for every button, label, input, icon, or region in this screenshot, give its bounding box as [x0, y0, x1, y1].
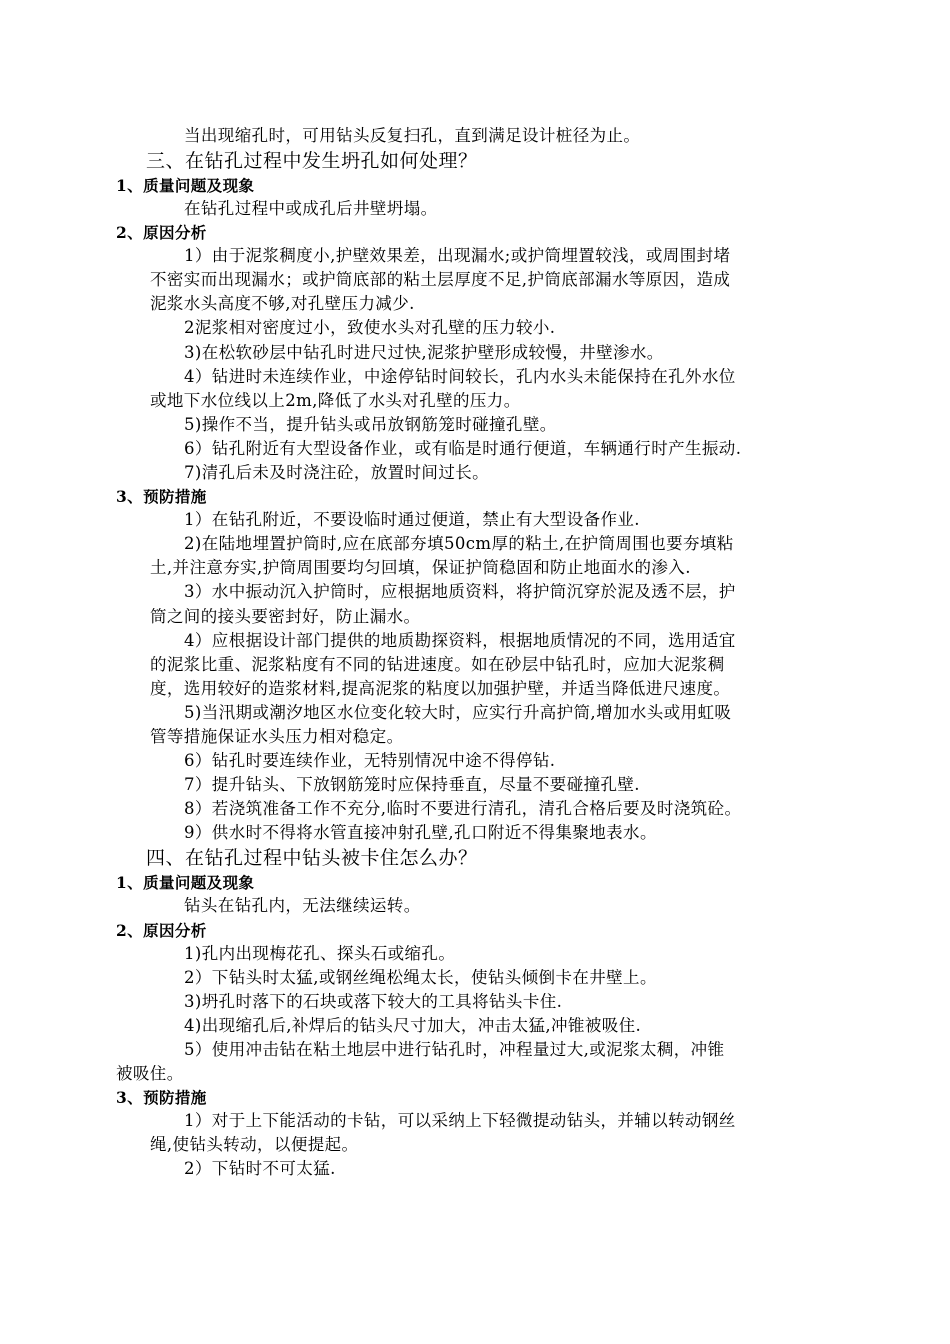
subsection-heading: 3、预防措施: [116, 1088, 207, 1108]
text-line: 2）下钻时不可太猛.: [184, 1159, 336, 1179]
text-line: 3)坍孔时落下的石块或落下较大的工具将钻头卡住.: [184, 991, 563, 1011]
text-line: 7)清孔后未及时浇注砼，放置时间过长。: [184, 463, 490, 483]
text-line: 7）提升钻头、下放钢筋笼时应保持垂直，尽量不要碰撞孔壁.: [184, 775, 640, 795]
text-line: 度，选用较好的造浆材料,提高泥浆的粘度以加强护壁，并适当降低进尺速度。: [150, 678, 731, 698]
subsection-heading: 2、原因分析: [116, 920, 207, 940]
text-line: 筒之间的接头要密封好，防止漏水。: [150, 606, 421, 626]
text-line: 在钻孔过程中或成孔后井壁坍塌。: [184, 199, 438, 219]
text-line: 6）钻孔附近有大型设备作业，或有临是时通行便道，车辆通行时产生振动.: [184, 438, 742, 458]
text-line: 3）水中振动沉入护筒时，应根据地质资料，将护筒沉穿於泥及透不层，护: [184, 582, 736, 602]
text-line: 6）钻孔时要连续作业，无特别情况中途不得停钻.: [184, 751, 556, 771]
subsection-heading: 3、预防措施: [116, 487, 207, 507]
section-heading: 三、在钻孔过程中发生坍孔如何处理？: [146, 150, 478, 173]
text-line: 4）钻进时未连续作业，中途停钻时间较长，孔内水头未能保持在孔外水位: [184, 366, 736, 386]
text-line: 8）若浇筑准备工作不充分,临时不要进行清孔，清孔合格后要及时浇筑砼。: [184, 799, 742, 819]
document-body: [116, 124, 810, 1181]
text-line: 1)孔内出现梅花孔、探头石或缩孔。: [184, 943, 456, 963]
text-line: 5）使用冲击钻在粘土地层中进行钻孔时，冲程量过大,或泥浆太稠，冲锥: [184, 1039, 725, 1059]
text-line: 1）对于上下能活动的卡钻，可以采纳上下轻微提动钻头，并辅以转动钢丝: [184, 1111, 736, 1131]
text-line: 5)操作不当，提升钻头或吊放钢筋笼时碰撞孔壁。: [184, 414, 557, 434]
text-line: 2泥浆相对密度过小，致使水头对孔壁的压力较小.: [184, 318, 556, 338]
text-line: 或地下水位线以上2m,降低了水头对孔壁的压力。: [150, 390, 521, 410]
text-line: 管等措施保证水头压力相对稳定。: [150, 726, 404, 746]
text-line: 9）供水时不得将水管直接冲射孔壁,孔口附近不得集聚地表水。: [184, 823, 657, 843]
text-line: 2)在陆地埋置护筒时,应在底部夯填50cm厚的粘土,在护筒周围也要夯填粘: [184, 534, 734, 554]
text-line: 4)出现缩孔后,补焊后的钻头尺寸加大，冲击太猛,冲锥被吸住.: [184, 1015, 642, 1035]
text-line: 2）下钻头时太猛,或钢丝绳松绳太长，使钻头倾倒卡在井壁上。: [184, 967, 657, 987]
subsection-heading: 2、原因分析: [116, 223, 207, 243]
text-line: 1）在钻孔附近，不要设临时通过便道，禁止有大型设备作业.: [184, 510, 640, 530]
text-line: 3)在松软砂层中钻孔时进尺过快,泥浆护壁形成较慢，井壁渗水。: [184, 342, 664, 362]
text-line: 4）应根据设计部门提供的地质勘探资料，根据地质情况的不同，选用适宜: [184, 630, 736, 650]
text-line: 绳,使钻头转动，以便提起。: [150, 1135, 359, 1155]
text-line: 的泥浆比重、泥浆粘度有不同的钻进速度。如在砂层中钻孔时，应加大泥浆稠: [150, 654, 725, 674]
text-line: 被吸住。: [116, 1064, 184, 1083]
text-line: 当出现缩孔时，可用钻头反复扫孔，直到满足设计桩径为止。: [184, 126, 641, 145]
text-line: 钻头在钻孔内，无法继续运转。: [184, 896, 421, 916]
text-line: 土,并注意夯实,护筒周围要均匀回填，保证护筒稳固和防止地面水的渗入.: [150, 558, 691, 578]
text-line: 5)当汛期或潮汐地区水位变化较大时，应实行升高护筒,增加水头或用虹吸: [184, 702, 732, 722]
text-line: 不密实而出现漏水；或护筒底部的粘土层厚度不足,护筒底部漏水等原因，造成: [150, 270, 731, 290]
section-heading: 四、在钻孔过程中钻头被卡住怎么办？: [146, 847, 478, 870]
text-line: 1）由于泥浆稠度小,护壁效果差，出现漏水;或护筒埋置较浅，或周围封堵: [184, 246, 731, 266]
subsection-heading: 1、质量问题及现象: [116, 176, 255, 196]
subsection-heading: 1、质量问题及现象: [116, 873, 255, 893]
text-line: 泥浆水头高度不够,对孔壁压力减少.: [150, 294, 415, 314]
